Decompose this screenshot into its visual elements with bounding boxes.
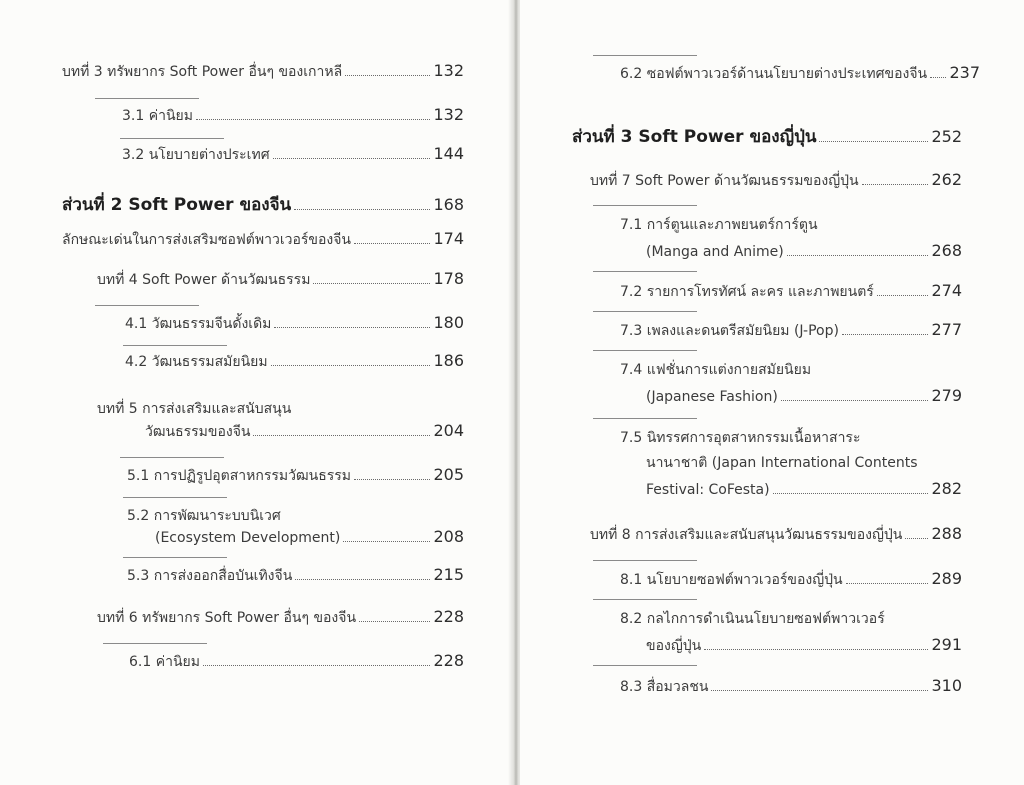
toc-entry-3-1 bbox=[122, 106, 464, 125]
leader-dots bbox=[354, 243, 430, 244]
divider-rule bbox=[120, 457, 224, 458]
toc-entry-8-3 bbox=[620, 677, 962, 696]
leader-dots bbox=[273, 158, 431, 159]
divider-rule bbox=[593, 560, 697, 561]
toc-entry-page: 277 bbox=[931, 320, 962, 339]
leader-dots bbox=[294, 209, 430, 210]
divider-rule bbox=[123, 557, 227, 558]
divider-rule bbox=[593, 55, 697, 56]
toc-entry-7-1 bbox=[646, 242, 962, 261]
toc-entry-page: 289 bbox=[931, 569, 962, 588]
toc-entry-page: 205 bbox=[433, 465, 464, 484]
divider-rule bbox=[95, 305, 199, 306]
toc-entry-page: 174 bbox=[433, 229, 464, 248]
toc-entry-5-2 bbox=[155, 528, 464, 547]
divider-rule bbox=[593, 205, 697, 206]
toc-entry-title: 7.2 รายการโทรทัศน์ ละคร และภาพยนตร์ bbox=[620, 284, 874, 300]
leader-dots bbox=[196, 119, 431, 120]
divider-rule bbox=[95, 98, 199, 99]
toc-entry-title: บทที่ 8 การส่งเสริมและสนับสนุนวัฒนธรรมของญี่ปุ่น bbox=[590, 527, 903, 543]
toc-entry-title: 3.1 ค่านิยม bbox=[122, 108, 193, 124]
toc-entry-page: 291 bbox=[931, 635, 962, 654]
toc-entry-6-2 bbox=[620, 64, 980, 83]
toc-entry-chapter-5-line1: บทที่ 5 การส่งเสริมและสนับสนุน bbox=[97, 401, 292, 417]
toc-entry-title: 7.3 เพลงและดนตรีสมัยนิยม (J-Pop) bbox=[620, 323, 839, 339]
divider-rule bbox=[123, 497, 227, 498]
leader-dots bbox=[345, 75, 430, 76]
leader-dots bbox=[846, 583, 929, 584]
leader-dots bbox=[203, 665, 431, 666]
divider-rule bbox=[593, 350, 697, 351]
toc-entry-title: 8.1 นโยบายซอฟต์พาวเวอร์ของญี่ปุ่น bbox=[620, 572, 843, 588]
toc-entry-4-1 bbox=[125, 314, 464, 333]
toc-entry-page: 252 bbox=[931, 127, 962, 146]
toc-entry-page: 132 bbox=[433, 61, 464, 80]
divider-rule bbox=[593, 599, 697, 600]
toc-entry-title: 3.2 นโยบายต่างประเทศ bbox=[122, 147, 270, 163]
toc-entry-8-2-line1: 8.2 กลไกการดำเนินนโยบายซอฟต์พาวเวอร์ bbox=[620, 611, 885, 627]
toc-entry-7-1-line1: 7.1 การ์ตูนและภาพยนตร์การ์ตูน bbox=[620, 217, 818, 233]
toc-entry-title: (Manga and Anime) bbox=[646, 244, 784, 260]
toc-entry-title: 4.1 วัฒนธรรมจีนดั้งเดิม bbox=[125, 316, 272, 332]
leader-dots bbox=[343, 541, 430, 542]
toc-entry-china-characteristics bbox=[62, 230, 464, 249]
toc-entry-4-2 bbox=[125, 352, 464, 371]
leader-dots bbox=[274, 327, 430, 328]
toc-entry-page: 204 bbox=[433, 421, 464, 440]
leader-dots bbox=[354, 479, 430, 480]
toc-entry-7-5-line2: นานาชาติ (Japan International Contents bbox=[646, 455, 918, 471]
divider-rule bbox=[123, 345, 227, 346]
toc-entry-chapter-3 bbox=[62, 62, 464, 81]
toc-entry-7-5-line1: 7.5 นิทรรศการอุตสาหกรรมเนื้อหาสาระ bbox=[620, 430, 861, 446]
toc-entry-page: 237 bbox=[949, 63, 980, 82]
toc-entry-title: 5.1 การปฏิรูปอุตสาหกรรมวัฒนธรรม bbox=[127, 468, 352, 484]
leader-dots bbox=[704, 649, 928, 650]
right-page bbox=[520, 0, 1024, 785]
toc-entry-chapter-8 bbox=[590, 525, 962, 544]
toc-entry-5-2-line1: 5.2 การพัฒนาระบบนิเวศ bbox=[127, 508, 281, 524]
leader-dots bbox=[905, 538, 928, 539]
toc-entry-page: 274 bbox=[931, 281, 962, 300]
toc-part-title: ส่วนที่ 3 Soft Power ของญี่ปุ่น bbox=[572, 127, 817, 147]
leader-dots bbox=[862, 184, 929, 185]
toc-entry-page: 279 bbox=[931, 386, 962, 405]
toc-entry-title: 6.2 ซอฟต์พาวเวอร์ด้านนโยบายต่างประเทศของจีน bbox=[620, 66, 928, 82]
toc-entry-title: วัฒนธรรมของจีน bbox=[145, 424, 251, 440]
toc-entry-page: 228 bbox=[433, 607, 464, 626]
toc-entry-6-1 bbox=[129, 652, 464, 671]
toc-entry-page: 288 bbox=[931, 524, 962, 543]
toc-entry-title: ของญี่ปุ่น bbox=[646, 638, 702, 654]
leader-dots bbox=[877, 295, 929, 296]
leader-dots bbox=[253, 435, 430, 436]
divider-rule bbox=[593, 271, 697, 272]
toc-entry-page: 262 bbox=[931, 170, 962, 189]
toc-entry-title: บทที่ 6 ทรัพยากร Soft Power อื่นๆ ของจีน bbox=[97, 610, 357, 626]
toc-entry-page: 215 bbox=[433, 565, 464, 584]
leader-dots bbox=[711, 690, 928, 691]
toc-part-3 bbox=[572, 128, 962, 146]
toc-part-2 bbox=[62, 196, 464, 214]
leader-dots bbox=[787, 255, 929, 256]
leader-dots bbox=[271, 365, 431, 366]
leader-dots bbox=[295, 579, 430, 580]
toc-entry-chapter-6 bbox=[97, 608, 464, 627]
toc-entry-8-1 bbox=[620, 570, 962, 589]
leader-dots bbox=[781, 400, 929, 401]
toc-entry-page: 282 bbox=[931, 479, 962, 498]
toc-part-title: ส่วนที่ 2 Soft Power ของจีน bbox=[62, 195, 292, 215]
toc-entry-title: บทที่ 4 Soft Power ด้านวัฒนธรรม bbox=[97, 272, 311, 288]
toc-entry-page: 186 bbox=[433, 351, 464, 370]
toc-entry-7-5 bbox=[646, 480, 962, 499]
leader-dots bbox=[313, 283, 430, 284]
toc-entry-title: บทที่ 3 ทรัพยากร Soft Power อื่นๆ ของเกาหลี bbox=[62, 64, 343, 80]
toc-entry-chapter-5 bbox=[145, 422, 464, 441]
divider-rule bbox=[593, 418, 697, 419]
leader-dots bbox=[819, 141, 928, 142]
toc-entry-page: 228 bbox=[433, 651, 464, 670]
toc-entry-title: บทที่ 7 Soft Power ด้านวัฒนธรรมของญี่ปุ่น bbox=[590, 173, 859, 189]
toc-entry-page: 132 bbox=[433, 105, 464, 124]
divider-rule bbox=[120, 138, 224, 139]
toc-entry-title: (Japanese Fashion) bbox=[646, 389, 778, 405]
toc-entry-title: Festival: CoFesta) bbox=[646, 482, 770, 498]
toc-entry-page: 178 bbox=[433, 269, 464, 288]
toc-entry-title: (Ecosystem Development) bbox=[155, 530, 341, 546]
toc-entry-page: 310 bbox=[931, 676, 962, 695]
toc-entry-8-2 bbox=[646, 636, 962, 655]
toc-entry-page: 168 bbox=[433, 195, 464, 214]
leader-dots bbox=[359, 621, 430, 622]
toc-entry-page: 208 bbox=[433, 527, 464, 546]
toc-entry-7-4-line1: 7.4 แฟชั่นการแต่งกายสมัยนิยม bbox=[620, 362, 812, 378]
toc-entry-title: 8.3 สื่อมวลชน bbox=[620, 679, 709, 695]
toc-entry-chapter-7 bbox=[590, 171, 962, 190]
leader-dots bbox=[930, 77, 946, 78]
leader-dots bbox=[773, 493, 929, 494]
toc-entry-7-3 bbox=[620, 321, 962, 340]
toc-entry-3-2 bbox=[122, 145, 464, 164]
toc-entry-title: 6.1 ค่านิยม bbox=[129, 654, 200, 670]
toc-entry-title: ลักษณะเด่นในการส่งเสริมซอฟต์พาวเวอร์ของจีน bbox=[62, 232, 351, 248]
divider-rule bbox=[593, 665, 697, 666]
toc-entry-5-3 bbox=[127, 566, 464, 585]
divider-rule bbox=[103, 643, 207, 644]
toc-entry-page: 144 bbox=[433, 144, 464, 163]
leader-dots bbox=[842, 334, 928, 335]
toc-entry-page: 268 bbox=[931, 241, 962, 260]
divider-rule bbox=[593, 311, 697, 312]
toc-entry-5-1 bbox=[127, 466, 464, 485]
toc-entry-title: 4.2 วัฒนธรรมสมัยนิยม bbox=[125, 354, 268, 370]
toc-entry-chapter-4 bbox=[97, 270, 464, 289]
toc-entry-7-4 bbox=[646, 387, 962, 406]
toc-entry-7-2 bbox=[620, 282, 962, 301]
toc-entry-page: 180 bbox=[433, 313, 464, 332]
toc-entry-title: 5.3 การส่งออกสื่อบันเทิงจีน bbox=[127, 568, 293, 584]
